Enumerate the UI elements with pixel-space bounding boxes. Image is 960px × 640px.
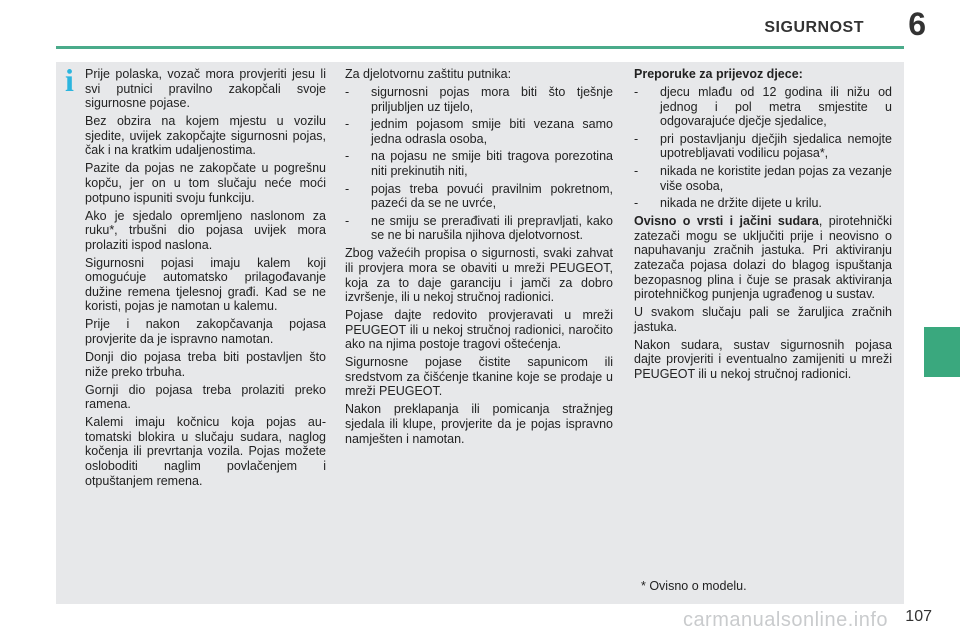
list-item: - ne smiju se prerađivati ili prepravljati, kako se ne bi narušila njihova djelotvornost.: [345, 214, 613, 243]
watermark: carmanualsonline.info: [682, 609, 888, 631]
list-item: - nikada ne držite dijete u krilu.: [634, 196, 892, 211]
child-recommendations-list: [634, 85, 892, 211]
page-number: 107: [905, 608, 932, 625]
protection-list: [345, 85, 613, 243]
chapter-side-tab: [924, 327, 960, 377]
section-title: SIGURNOST: [764, 19, 864, 36]
paragraph: Donji dio pojasa treba biti postavljen što niže preko trbuha.: [85, 350, 326, 379]
paragraph: Gornji dio pojasa treba prolaziti preko ramena.: [85, 382, 326, 412]
child-transport-heading: Preporuke za prijevoz djece:: [634, 67, 803, 81]
list-item: - nikada ne koristite jedan pojas za vezanje više osoba,: [634, 164, 892, 193]
paragraph: Prije polaska, vozač mora provjeriti jesu li svi putnici pravilno zakopčali svoje sigurnosne pojase.: [85, 67, 326, 111]
paragraph: Ako je sjedalo opremljeno naslonom za ruku*, trbušni dio pojasa uvijek mora prolaziti ispod naslona.: [85, 208, 326, 252]
list-item: - pojas treba povući pravilnim pokretnom, pazeći da se ne uvrće,: [345, 182, 613, 211]
header-rule: [56, 46, 904, 49]
intro-text: Za djelotvornu zaštitu putnika:: [345, 67, 512, 81]
column-3: [634, 67, 892, 385]
paragraph: [634, 214, 892, 302]
list-item: - djecu mlađu od 12 godina ili nižu od jednog i pol metra smjestite u odgovarajuće dječje sjedalice,: [634, 85, 892, 129]
column-1: [85, 67, 326, 492]
paragraph: Sigurnosne pojase čistite sapunicom ili sredstvom za čišćenje tkanine koje se prodaje u mreži PEUGEOT.: [345, 355, 613, 399]
paragraph: Pojase dajte redovito provjeravati u mreži PEUGEOT ili u nekoj stručnoj radionici, naročito ako na njima postoje tragovi oštećenja.: [345, 308, 613, 352]
column-2: [345, 67, 613, 450]
footnote: * Ovisno o modelu.: [641, 579, 747, 593]
paragraph: Sigurnosni pojasi imaju kalem koji omogućuje automatsko prilagođavanje dužine remena tjelesnoj građi. Kad se ne koristi, pojas je namotan u kalemu.: [85, 255, 326, 314]
list-item: - sigurnosni pojas mora biti što tješnje priljubljen uz tijelo,: [345, 85, 613, 114]
list-item: - na pojasu ne smije biti tragova porezotina niti prekinutih niti,: [345, 149, 613, 178]
info-icon: i: [65, 62, 74, 98]
list-item: - pri postavljanju dječjih sjedalica nemojte upotrebljavati vodilicu pojasa*,: [634, 132, 892, 161]
paragraph: U svakom slučaju pali se žaruljica zračnih jastuka.: [634, 305, 892, 334]
paragraph: Bez obzira na kojem mjestu u vozilu sjedite, uvijek zakopčajte sigurnosni pojas, čak i na kratkim udaljenostima.: [85, 114, 326, 158]
paragraph-rest: , pirotehnički zatezači mogu se uključiti prije i neovisno o napuhavanju zračnih jastuka. Pri aktiviranju zatezača pojasa dolazi do blagog ispuštanja bezopasnog plina i čuje se prasak aktiviranja pirotehničkog punjenja ugrađenog u sustav.: [634, 214, 892, 302]
paragraph: Zbog važećih propisa o sigurnosti, svaki zahvat ili provjera mora se obaviti u mreži PEUGEOT, koja za to daje garanciju i jamči za dobro izvršenje, ili u nekoj stručnoj radionici.: [345, 246, 613, 305]
paragraph: Prije i nakon zakopčavanja pojasa provjerite da je ispravno namotan.: [85, 317, 326, 347]
paragraph: Nakon preklapanja ili pomicanja stražnjeg sjedala ili klupe, provjerite da je pojas ispravno namješten i namotan.: [345, 402, 613, 446]
paragraph: Nakon sudara, sustav sigurnosnih pojasa dajte provjeriti i eventualno zamijeniti u mreži PEUGEOT ili u nekoj stručnoj radionici.: [634, 337, 892, 381]
paragraph: Kalemi imaju kočnicu koja pojas automatski blokira u slučaju sudara, naglog kočenja ili prevrtanja vozila. Pojas možete osloboditi naglim povlačenjem i otpuštanjem remena.: [85, 415, 326, 488]
info-panel: [56, 62, 904, 604]
chapter-number: 6: [908, 6, 926, 42]
list-item: - jednim pojasom smije biti vezana samo jedna odrasla osoba,: [345, 117, 613, 146]
bold-lead: Ovisno o vrsti i jačini sudara: [634, 214, 819, 229]
paragraph: Pazite da pojas ne zakopčate u pogrešnu kopču, jer on u tom slučaju neće moći potpuno ispuniti svoju funkciju.: [85, 161, 326, 205]
